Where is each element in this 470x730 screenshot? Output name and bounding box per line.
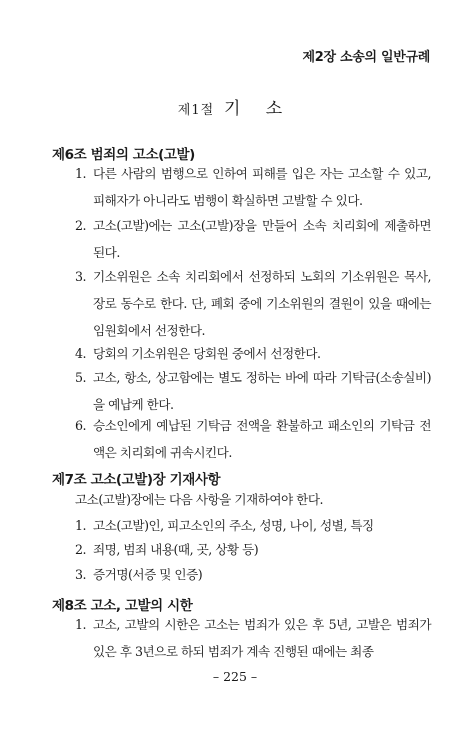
section-name: 기 소: [223, 99, 293, 119]
article-8-item-1: [75, 611, 431, 665]
article-6-item-4: [75, 340, 431, 367]
article-6-item-2: [75, 212, 431, 266]
article-6-item-6: [75, 412, 431, 466]
item-text: 기소위원은 소속 치리회에서 선정하되 노회의 기소위원은 목사, 장로 동수로 한다. 단, 폐회 중에 기소위원의 결원이 있을 때에는 임원회에서 선정한다.: [93, 269, 431, 338]
article-6-item-3: [75, 263, 431, 344]
item-number: 2.: [75, 542, 87, 557]
article-7-item-2: [75, 536, 431, 563]
item-number: 3.: [75, 567, 87, 582]
article-7-heading: 제7조 고소(고발)장 기재사항: [52, 472, 221, 488]
article-6-item-1: [75, 160, 431, 214]
item-text: 고소(고발)에는 고소(고발)장을 만들어 소속 치리회에 제출하면 된다.: [93, 218, 431, 260]
item-text: 다른 사람의 범행으로 인하여 피해를 입은 자는 고소할 수 있고, 피해자가 아니라도 범행이 확실하면 고발할 수 있다.: [93, 166, 431, 208]
item-number: 1.: [75, 617, 87, 632]
item-number: 3.: [75, 269, 87, 284]
item-text: 죄명, 범죄 내용(때, 곳, 상황 등): [93, 542, 259, 557]
article-7-intro: 고소(고발)장에는 다음 사항을 기재하여야 한다.: [75, 492, 323, 507]
item-text: 고소(고발)인, 피고소인의 주소, 성명, 나이, 성별, 특징: [93, 518, 374, 533]
article-8-heading: 제8조 고소, 고발의 시한: [52, 598, 193, 614]
article-6-heading: 제6조 범죄의 고소(고발): [52, 147, 195, 163]
page-number: – 225 –: [212, 669, 258, 684]
item-number: 2.: [75, 218, 87, 233]
item-text: 당회의 기소위원은 당회원 중에서 선정한다.: [93, 346, 321, 361]
item-text: 증거명(서증 및 인증): [93, 567, 203, 582]
item-text: 승소인에게 예납된 기탁금 전액을 환불하고 패소인의 기탁금 전액은 치리회에 귀속시킨다.: [93, 418, 431, 460]
item-number: 6.: [75, 418, 87, 433]
item-text: 고소, 고발의 시한은 고소는 범죄가 있은 후 5년, 고발은 범죄가 있은 후 3년으로 하되 범죄가 계속 진행된 때에는 최종: [93, 617, 431, 659]
article-7-item-1: [75, 512, 431, 539]
item-number: 1.: [75, 166, 87, 181]
section-title: [0, 94, 470, 119]
running-header: 제2장 소송의 일반규례: [302, 50, 430, 65]
article-7-item-3: [75, 561, 431, 588]
article-6-item-5: [75, 364, 431, 418]
section-number: 제1절: [177, 103, 215, 118]
item-number: 1.: [75, 518, 87, 533]
item-number: 4.: [75, 346, 87, 361]
item-text: 고소, 항소, 상고함에는 별도 정하는 바에 따라 기탁금(소송실비)을 예납케 한다.: [93, 370, 431, 412]
item-number: 5.: [75, 370, 87, 385]
